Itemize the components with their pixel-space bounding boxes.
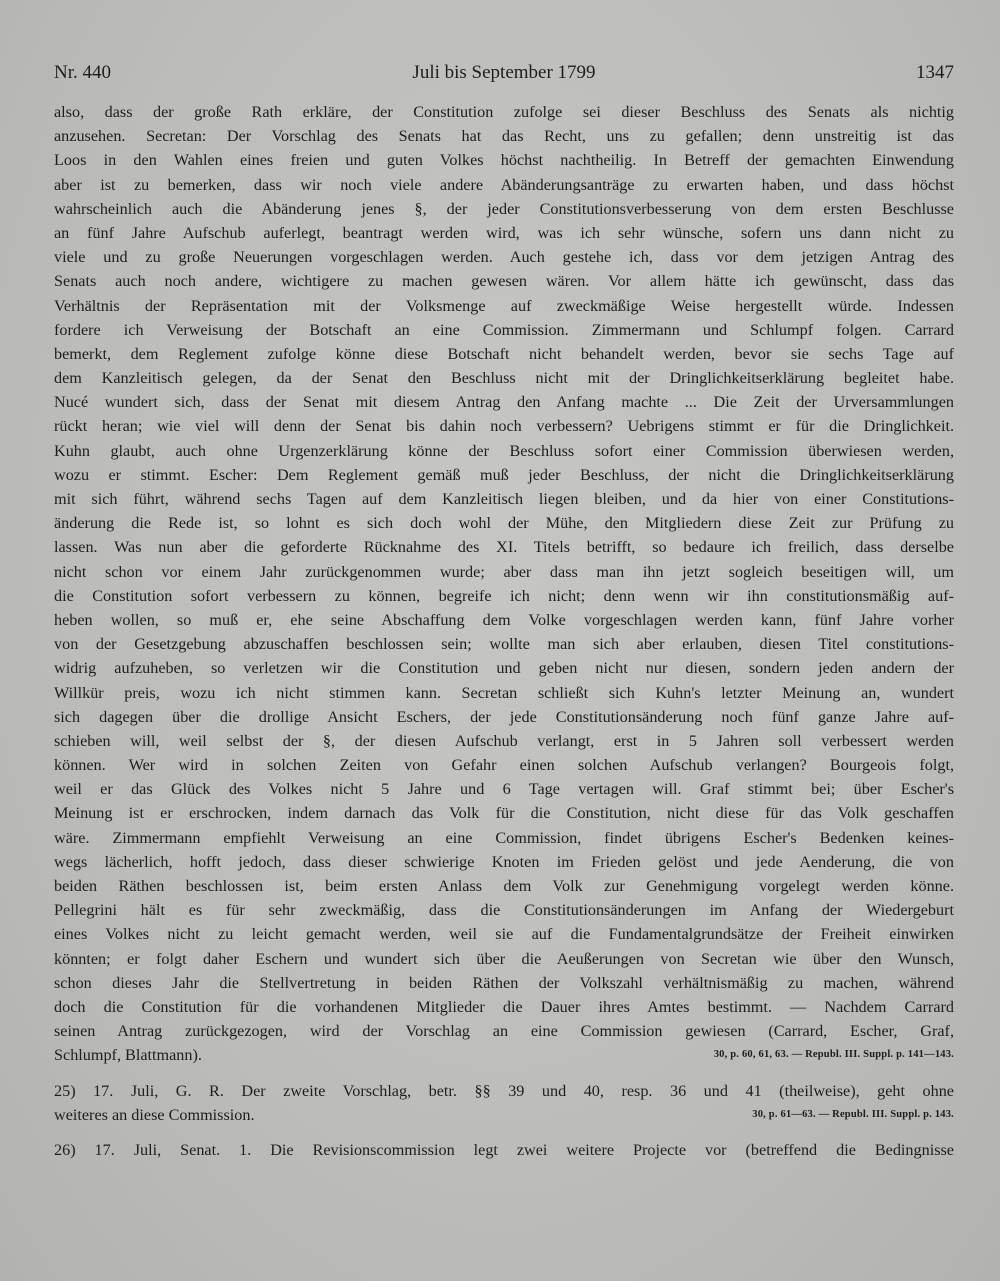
text-line: weil er das Glück des Volkes nicht 5 Jahre und 6 Tage vertagen will. Graf stimmt bei; über Escher's — [54, 780, 954, 799]
text-line: Verhältnis der Repräsentation mit der Volksmenge auf zweckmäßige Weise hergestellt würde. Indessen — [54, 296, 954, 315]
closing-text: weiteres an diese Commission. — [54, 1105, 255, 1124]
body-text — [54, 100, 954, 1162]
entry-24-closing-line — [54, 1043, 954, 1067]
text-line: können. Wer wird in solchen Zeiten von Gefahr einen solchen Aufschub verlangen? Bourgeois folgt, — [54, 756, 954, 775]
text-line: nicht schon vor einem Jahr zurückgenommen wurde; aber dass man ihn jetzt sogleich beseitigen will, um — [54, 562, 954, 581]
text-line: bemerkt, dem Reglement zufolge könne diese Botschaft nicht behandelt werden, bevor sie sechs Tage auf — [54, 344, 954, 363]
text-line: Meinung ist er erschrocken, indem darnach das Volk für die Constitution, nicht diese für das Volk geschaffen — [54, 804, 954, 823]
document-number: Nr. 440 — [54, 62, 111, 83]
text-line: Nucé wundert sich, dass der Senat mit diesem Antrag den Anfang machte ... Die Zeit der Urversammlungen — [54, 393, 954, 412]
text-line: wegs lächerlich, hofft jedoch, dass dieser schwierige Knoten im Frieden gelöst und jede Aenderung, die von — [54, 852, 954, 871]
text-line: beiden Räthen beschlossen ist, beim ersten Anlass dem Volk zur Genehmigung vorgelegt werden könne. — [54, 877, 954, 895]
text-line: an fünf Jahre Aufschub auferlegt, beantragt werden wird, was ich sehr wünsche, sofern uns dann nicht zu — [54, 223, 954, 242]
text-line: eines Volkes nicht zu leicht gemacht werden, weil sie auf die Fundamentalgrundsätze der Freiheit einwirken — [54, 925, 954, 944]
text-line: doch die Constitution für die vorhandenen Mitglieder die Dauer ihres Amtes bestimmt. — Nachdem Carrard — [54, 997, 954, 1016]
text-line: schieben will, weil selbst der §, der diesen Aufschub verlangt, erst in 5 Jahren soll verbessert werden — [54, 731, 954, 750]
text-line: fordere ich Verweisung der Botschaft an eine Commission. Zimmermann und Schlumpf folgen. Carrard — [54, 320, 954, 339]
entry-26-line: 26) 17. Juli, Senat. 1. Die Revisionscommission legt zwei weitere Projecte vor (betreffend die Bedingnisse — [54, 1140, 954, 1159]
running-title: Juli bis September 1799 — [412, 62, 596, 83]
page-header — [54, 62, 954, 92]
text-line: Kuhn glaubt, auch ohne Urgenzerklärung könne der Beschluss sofort einer Commission überwiesen werden, — [54, 441, 954, 460]
text-line: von der Gesetzgebung abzuschaffen beschlossen sein; wollte man sich aber erlauben, diesen Titel constitutions- — [54, 635, 954, 654]
text-line: anzusehen. Secretan: Der Vorschlag des Senats hat das Recht, uns zu gefallen; denn unstreitig ist das — [54, 127, 954, 146]
page-number: 1347 — [916, 62, 954, 83]
text-line: könnten; er folgt daher Eschern und wundert sich über die Aeußerungen von Secretan wie über den Wunsch, — [54, 949, 954, 968]
source-reference: 30, p. 61—63. — Republ. III. Suppl. p. 143. — [752, 1108, 954, 1120]
source-reference: 30, p. 60, 61, 63. — Republ. III. Suppl. p. 141—143. — [713, 1049, 954, 1061]
entry-gap — [54, 1068, 954, 1079]
text-line: heben wollen, so muß er, ehe seine Abschaffung dem Volke vorgeschlagen werden kann, fünf Jahre vorher — [54, 610, 954, 629]
text-line: wozu er stimmt. Escher: Dem Reglement gemäß muß jeder Beschluss, der nicht die Dringlichkeitserklärung — [54, 465, 954, 484]
text-line: änderung die Rede ist, so lohnt es sich doch wohl der Mühe, den Mitgliedern diese Zeit zur Prüfung zu — [54, 514, 954, 533]
text-line: seinen Antrag zurückgezogen, wird der Vorschlag an eine Commission gewiesen (Carrard, Escher, Graf, — [54, 1022, 954, 1041]
text-line: aber ist zu bemerken, dass wir noch viele andere Abänderungsanträge zu erwarten haben, und dass höchst — [54, 175, 954, 194]
text-line: schon dieses Jahr die Stellvertretung in beiden Räthen der Volkszahl verhältnismäßig zu machen, während — [54, 973, 954, 992]
text-line: viele und zu große Neuerungen vorgeschlagen werden. Auch gestehe ich, dass vor dem jetzigen Antrag des — [54, 248, 954, 267]
closing-text: Schlumpf, Blattmann). — [54, 1046, 202, 1065]
text-line: Willkür preis, wozu ich nicht stimmen kann. Secretan schließt sich Kuhn's letzter Meinung an, wundert — [54, 683, 954, 702]
entry-25-line: 25) 17. Juli, G. R. Der zweite Vorschlag, betr. §§ 39 und 40, resp. 36 und 41 (theilweise), geht ohne — [54, 1081, 954, 1100]
text-line: sich dagegen über die drollige Ansicht Eschers, der jede Constitutionsänderung noch fünf ganze Jahre auf- — [54, 707, 954, 726]
text-line: die Constitution sofort verbessern zu können, begreife ich nicht; denn wenn wir ihn constitutionsmäßig auf- — [54, 586, 954, 605]
text-line: lassen. Was nun aber die geforderte Rücknahme des XI. Titels betrifft, so bedaure ich freilich, dass derselbe — [54, 538, 954, 557]
text-line: widrig aufzuheben, so verletzen wir die Constitution und geben nicht nur diesen, sondern jeden andern der — [54, 659, 954, 678]
text-line: wahrscheinlich auch die Abänderung jenes §, der jeder Constitutionsverbesserung von dem ersten Beschlusse — [54, 199, 954, 218]
text-line: dem Kanzleitisch gelegen, da der Senat den Beschluss nicht mit der Dringlichkeitserklärung begleitet habe. — [54, 369, 954, 388]
text-line: also, dass der große Rath erkläre, der Constitution zufolge sei dieser Beschluss des Senats als nichtig — [54, 103, 954, 121]
text-line: Senats auch noch andere, wichtigere zu machen gewesen wären. Vor allem hätte ich gewünscht, dass das — [54, 272, 954, 291]
text-line: mit sich führt, während sechs Tagen auf dem Kanzleitisch liegen bleiben, und da hier von einer Constitutions- — [54, 490, 954, 508]
text-line: rückt heran; wie viel will denn der Senat bis dahin noch verbessern? Uebrigens stimmt er für die Dringlichkeit. — [54, 417, 954, 436]
text-line: Pellegrini hält es für sehr zweckmäßig, dass die Constitutionsänderungen im Anfang der Wiedergeburt — [54, 901, 954, 920]
entry-gap — [54, 1127, 954, 1138]
entry-25-closing-line — [54, 1103, 954, 1127]
text-line: Loos in den Wahlen eines freien und guten Volkes höchst nachtheilig. In Betreff der gemachten Einwendung — [54, 151, 954, 170]
text-line: wäre. Zimmermann empfiehlt Verweisung an eine Commission, findet übrigens Escher's Bedenken keines- — [54, 828, 954, 847]
